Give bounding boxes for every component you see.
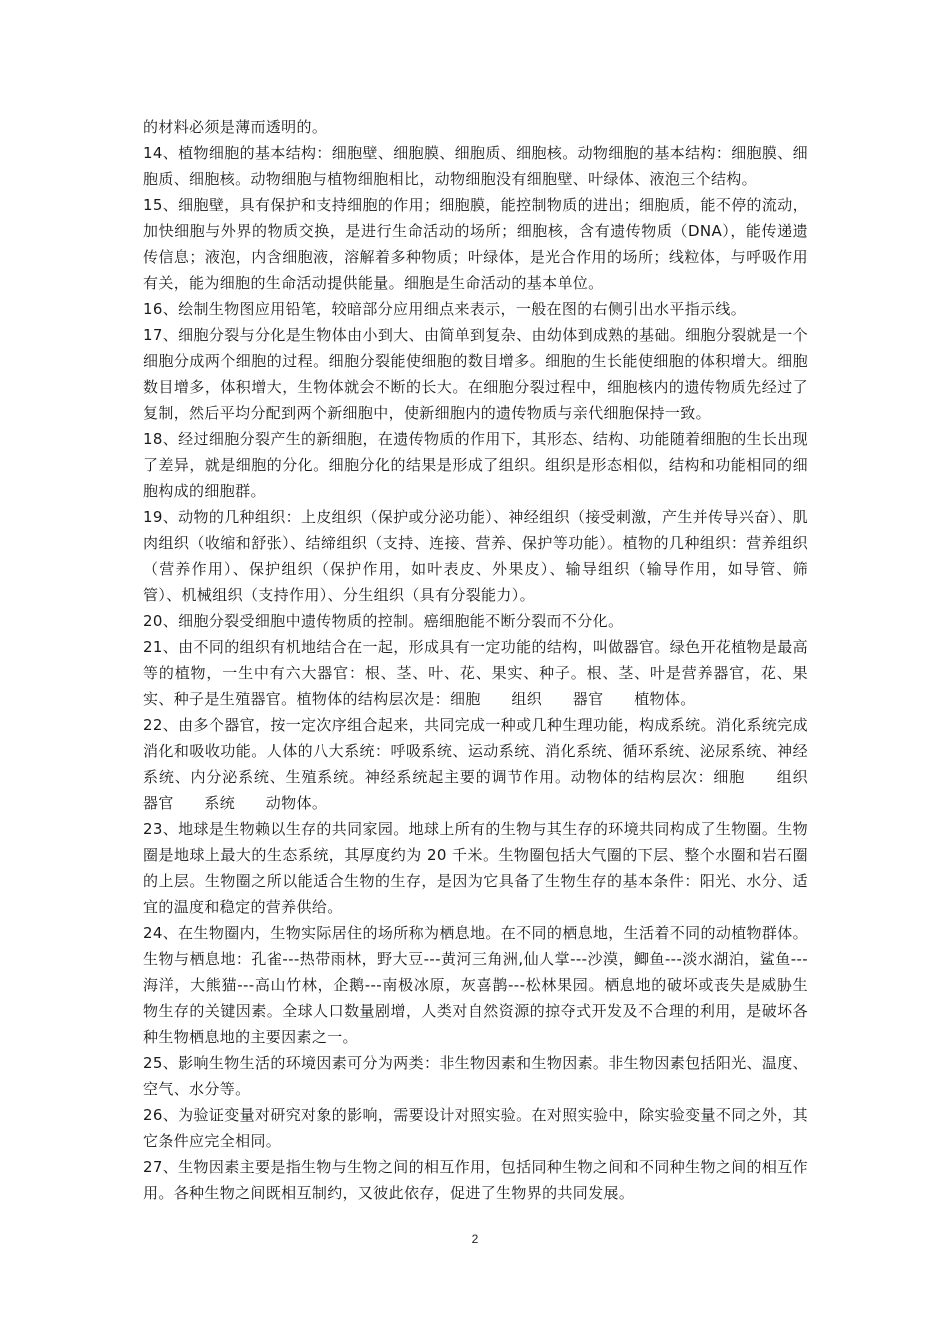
paragraph-20: 20、细胞分裂受细胞中遗传物质的控制。癌细胞能不断分裂而不分化。 — [143, 612, 624, 630]
page-number: 2 — [471, 1232, 479, 1246]
paragraph-26: 26、为验证变量对研究对象的影响，需要设计对照实验。在对照实验中，除实验变量不同之外，其它条件应完全相同。 — [143, 1106, 808, 1150]
paragraph-continuation: 的材料必须是薄而透明的。 — [143, 118, 328, 136]
paragraph-21: 21、由不同的组织有机地结合在一起，形成具有一定功能的结构，叫做器官。绿色开花植物是最高等的植物，一生中有六大器官：根、茎、叶、花、果实、种子。根、茎、叶是营养器官，花、果实、种子是生殖器官。植物体的结构层次是：细胞 组织 器官 植物体。 — [143, 638, 808, 708]
paragraph-23: 23、地球是生物赖以生存的共同家园。地球上所有的生物与其生存的环境共同构成了生物圈。生物圈是地球上最大的生态系统，其厚度约为 20 千米。生物圈包括大气圈的下层、整个水圈和岩石圈的上层。生物圈之所以能适合生物的生存，是因为它具备了生物生存的基本条件：阳光、水分、适宜的温度和稳定的营养供给。 — [143, 820, 808, 916]
paragraph-15: 15、细胞壁，具有保护和支持细胞的作用；细胞膜，能控制物质的进出；细胞质，能不停的流动，加快细胞与外界的物质交换，是进行生命活动的场所；细胞核，含有遗传物质（DNA），能传递遗传信息；液泡，内含细胞液，溶解着多种物质；叶绿体，是光合作用的场所；线粒体，与呼吸作用有关，能为细胞的生命活动提供能量。细胞是生命活动的基本单位。 — [143, 196, 808, 292]
paragraph-18: 18、经过细胞分裂产生的新细胞，在遗传物质的作用下，其形态、结构、功能随着细胞的生长出现了差异，就是细胞的分化。细胞分化的结果是形成了组织。组织是形态相似，结构和功能相同的细胞构成的细胞群。 — [143, 430, 808, 500]
paragraph-27: 27、生物因素主要是指生物与生物之间的相互作用，包括同种生物之间和不同种生物之间的相互作用。各种生物之间既相互制约，又彼此依存，促进了生物界的共同发展。 — [143, 1158, 808, 1202]
paragraph-22: 22、由多个器官，按一定次序组合起来，共同完成一种或几种生理功能，构成系统。消化系统完成消化和吸收功能。人体的八大系统：呼吸系统、运动系统、消化系统、循环系统、泌尿系统、神经系统、内分泌系统、生殖系统。神经系统起主要的调节作用。动物体的结构层次：细胞 组织 器官 系统 动物体。 — [143, 716, 839, 812]
paragraph-24: 24、在生物圈内，生物实际居住的场所称为栖息地。在不同的栖息地，生活着不同的动植物群体。生物与栖息地：孔雀---热带雨林，野大豆---黄河三角洲,仙人掌---沙漠，鲫鱼---淡水湖泊，鲨鱼---海洋，大熊猫---高山竹林，企鹅---南极冰原，灰喜鹊---松林果园。栖息地的破坏或丧失是威胁生物生存的关键因素。全球人口数量剧增，人类对自然资源的掠夺式开发及不合理的利用，是破坏各种生物栖息地的主要因素之一。 — [143, 924, 808, 1046]
paragraph-19: 19、动物的几种组织：上皮组织（保护或分泌功能）、神经组织（接受刺激，产生并传导兴奋）、肌肉组织（收缩和舒张）、结缔组织（支持、连接、营养、保护等功能）。植物的几种组织：营养组织（营养作用）、保护组织（保护作用，如叶表皮、外果皮）、输导组织（输导作用，如导管、筛管）、机械组织（支持作用）、分生组织（具有分裂能力）。 — [143, 508, 808, 604]
paragraph-17: 17、细胞分裂与分化是生物体由小到大、由简单到复杂、由幼体到成熟的基础。细胞分裂就是一个细胞分成两个细胞的过程。细胞分裂能使细胞的数目增多。细胞的生长能使细胞的体积增大。细胞数目增多，体积增大，生物体就会不断的长大。在细胞分裂过程中，细胞核内的遗传物质先经过了复制，然后平均分配到两个新细胞中，使新细胞内的遗传物质与亲代细胞保持一致。 — [143, 326, 808, 422]
page-body — [143, 114, 839, 1206]
paragraph-14: 14、植物细胞的基本结构：细胞壁、细胞膜、细胞质、细胞核。动物细胞的基本结构：细胞膜、细胞质、细胞核。动物细胞与植物细胞相比，动物细胞没有细胞壁、叶绿体、液泡三个结构。 — [143, 144, 808, 188]
paragraph-25: 25、影响生物生活的环境因素可分为两类：非生物因素和生物因素。非生物因素包括阳光、温度、空气、水分等。 — [143, 1054, 808, 1098]
paragraph-16: 16、绘制生物图应用铅笔，较暗部分应用细点来表示，一般在图的右侧引出水平指示线。 — [143, 300, 747, 318]
